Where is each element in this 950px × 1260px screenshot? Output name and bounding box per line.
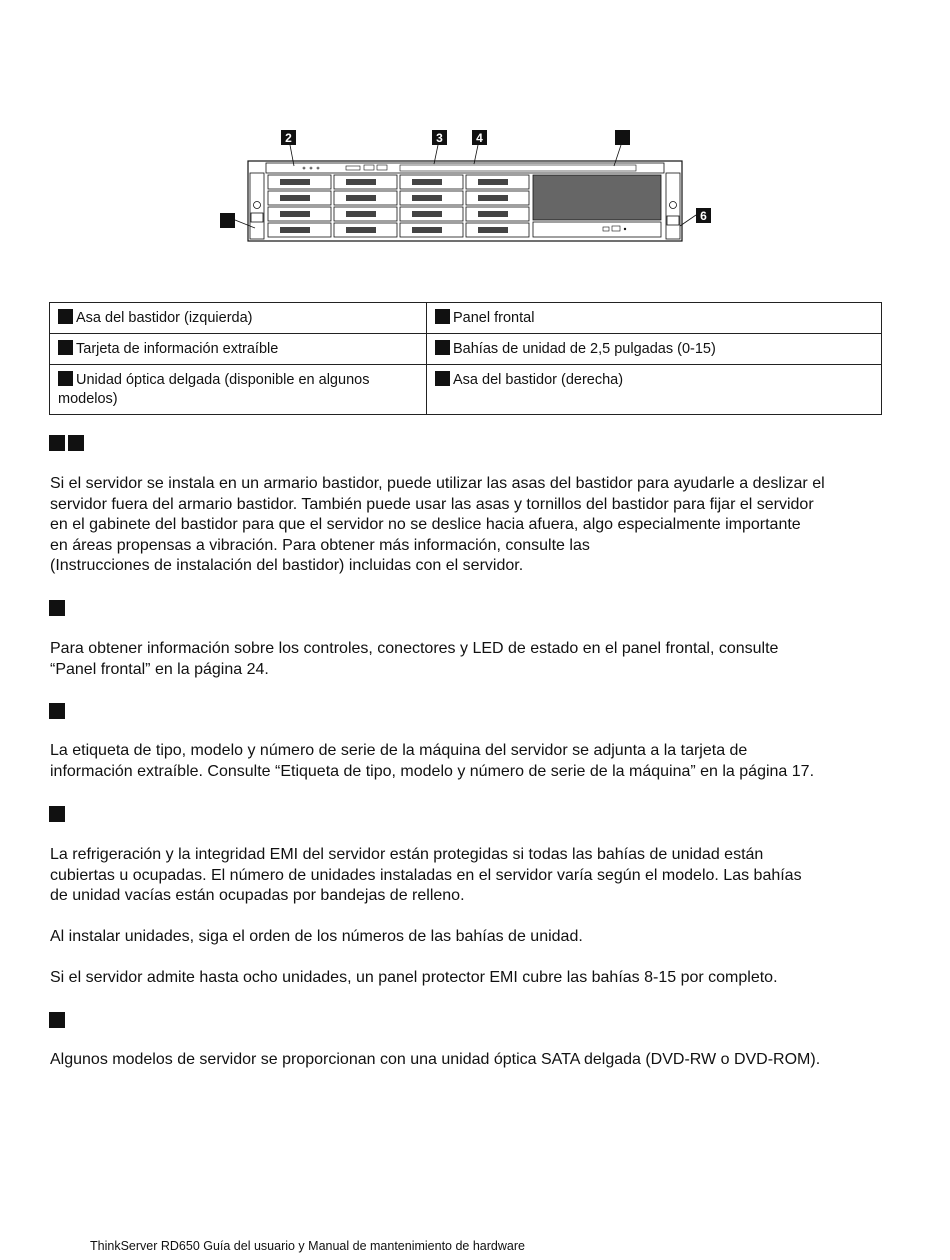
callout-marker xyxy=(58,309,73,324)
callout-4 xyxy=(472,130,487,145)
text-line: Al instalar unidades, siga el orden de los números de las bahías de unidad. xyxy=(50,928,583,945)
legend-label: Unidad óptica delgada (disponible en algunos xyxy=(76,372,370,388)
callout-marker xyxy=(435,371,450,386)
callout-marker xyxy=(49,703,65,719)
section-callout-info-tag xyxy=(49,703,68,719)
legend-cell xyxy=(427,334,882,365)
server-front-diagram xyxy=(210,120,730,260)
text-line: Para obtener información sobre los controles, conectores y LED de estado en el panel frontal, consulte xyxy=(50,640,779,657)
page-footer: ThinkServer RD650 Guía del usuario y Manual de mantenimiento de hardware xyxy=(90,1239,525,1253)
legend-row xyxy=(50,365,882,415)
callout-5 xyxy=(615,130,630,145)
callout-2 xyxy=(281,130,296,145)
legend-table xyxy=(49,302,882,415)
legend-row xyxy=(50,303,882,334)
text-line: Si el servidor admite hasta ocho unidades, un panel protector EMI cubre las bahías 8-15 por completo. xyxy=(50,969,778,986)
text-line: en el gabinete del bastidor para que el servidor no se deslice hacia afuera, algo especialmente importante xyxy=(50,516,801,534)
callout-marker xyxy=(58,371,73,386)
legend-row xyxy=(50,334,882,365)
text-line: de unidad vacías están ocupadas por bandejas de relleno. xyxy=(50,887,465,905)
callout-marker xyxy=(49,600,65,616)
section-text-handles xyxy=(50,474,900,577)
text-line: La refrigeración y la integridad EMI del servidor están protegidas si todas las bahías de unidad están xyxy=(50,846,764,863)
section-callout-front-panel xyxy=(49,600,68,616)
callout-marker xyxy=(49,435,65,451)
text-line: (Instrucciones de instalación del bastidor) incluidas con el servidor. xyxy=(50,557,524,575)
section-text-info-tag xyxy=(50,741,900,782)
section-callout-drive-bays xyxy=(49,806,68,822)
callout-6 xyxy=(696,208,711,223)
legend-label: modelos) xyxy=(58,391,118,407)
section-text-front-panel xyxy=(50,639,900,680)
callout-marker xyxy=(58,340,73,355)
text-line: en áreas propensas a vibración. Para obtener más información, consulte las xyxy=(50,536,590,554)
section-text-emi-panel xyxy=(50,968,900,989)
text-line: La etiqueta de tipo, modelo y número de serie de la máquina del servidor se adjunta a la tarjeta de xyxy=(50,742,748,759)
legend-label: Asa del bastidor (izquierda) xyxy=(76,310,253,326)
legend-cell xyxy=(50,365,427,415)
svg-text:4: 4 xyxy=(476,131,483,145)
legend-label: Panel frontal xyxy=(453,310,535,326)
legend-cell xyxy=(50,334,427,365)
front-panel-vents xyxy=(533,175,661,237)
text-line: Si el servidor se instala en un armario bastidor, puede utilizar las asas del bastidor para ayudarle a deslizar el xyxy=(50,475,825,492)
callout-marker xyxy=(435,309,450,324)
legend-cell xyxy=(50,303,427,334)
legend-cell xyxy=(427,303,882,334)
legend-label: Bahías de unidad de 2,5 pulgadas (0-15) xyxy=(453,341,716,357)
section-text-optical xyxy=(50,1050,900,1071)
text-line: información extraíble. Consulte “Etiqueta de tipo, modelo y número de serie de la máquina” en la página 17. xyxy=(50,762,815,780)
callout-marker xyxy=(68,435,84,451)
text-line: Algunos modelos de servidor se proporcionan con una unidad óptica SATA delgada (DVD-RW o DVD-ROM). xyxy=(50,1051,821,1068)
callout-3 xyxy=(432,130,447,145)
svg-text:6: 6 xyxy=(700,209,707,223)
legend-label: Tarjeta de información extraíble xyxy=(76,341,279,357)
section-callout-handles xyxy=(49,435,87,451)
svg-text:2: 2 xyxy=(285,131,292,145)
text-line: cubiertas u ocupadas. El número de unidades instaladas en el servidor varía según el modelo. Las bahías xyxy=(50,866,802,884)
callout-marker xyxy=(49,1012,65,1028)
legend-label: Asa del bastidor (derecha) xyxy=(453,372,624,388)
text-line: “Panel frontal” en la página 24. xyxy=(50,660,269,678)
section-callout-optical xyxy=(49,1012,68,1028)
operator-panel xyxy=(303,165,387,170)
text-line: servidor fuera del armario bastidor. También puede usar las asas y tornillos del bastidor para fijar el servidor xyxy=(50,495,814,513)
svg-text:3: 3 xyxy=(436,131,443,145)
section-text-drive-bays xyxy=(50,845,900,907)
callout-marker xyxy=(435,340,450,355)
section-text-drive-order xyxy=(50,927,900,948)
legend-cell xyxy=(427,365,882,415)
callout-marker xyxy=(49,806,65,822)
callout-1 xyxy=(220,213,235,228)
